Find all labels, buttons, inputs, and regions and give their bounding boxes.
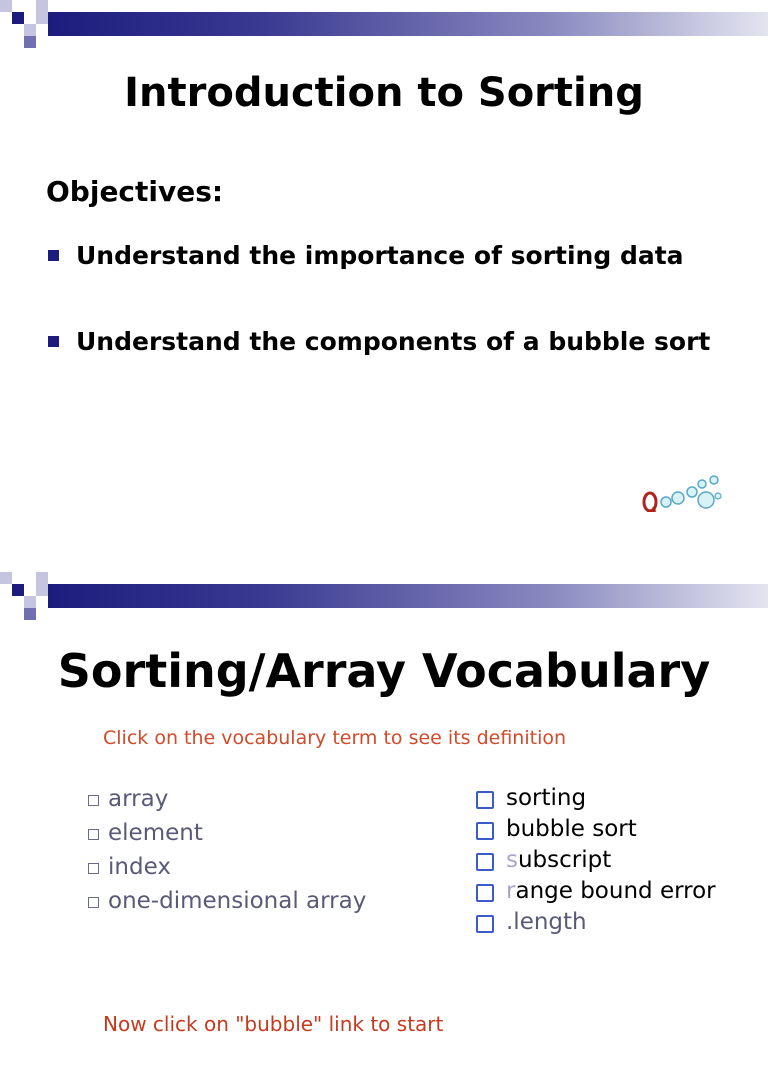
slide-title: Introduction to Sorting (124, 70, 644, 116)
vocab-term-initial: s (506, 847, 518, 873)
vocab-term-initial: r (506, 878, 516, 904)
vocab-term-label[interactable]: index (108, 854, 171, 880)
header-square (36, 584, 48, 596)
vocab-term-label[interactable]: .length (506, 909, 587, 935)
checkbox-bullet-icon (476, 791, 494, 809)
vocab-term-length[interactable] (476, 909, 716, 940)
checkbox-bullet-icon (476, 822, 494, 840)
vocab-term-one-dimensional-array[interactable] (86, 888, 366, 922)
objective-text: Understand the importance of sorting data (76, 241, 684, 270)
vocab-term-label[interactable]: sorting (506, 785, 587, 811)
vocab-term-index[interactable] (86, 854, 366, 888)
instruction-text: Click on the vocabulary term to see its definition (103, 727, 567, 749)
cut-off-instruction: Now click on "bubble" link to start (103, 1012, 444, 1036)
slide-separator (0, 560, 768, 572)
vocab-term-subscript[interactable] (476, 847, 716, 878)
objectives-heading: Objectives: (46, 175, 224, 208)
vocabulary-list-left (86, 786, 366, 922)
objective-bullet (46, 238, 736, 274)
objective-bullet (46, 324, 736, 360)
header-square (0, 0, 12, 12)
header-square (0, 572, 12, 584)
header-decoration (0, 0, 768, 48)
vocab-term-array[interactable] (86, 786, 366, 820)
slide-vocabulary (0, 572, 768, 1084)
header-square (36, 572, 48, 584)
square-bullet-icon (48, 250, 59, 261)
header-gradient-bar (48, 12, 768, 36)
vocab-term-range-bound-error[interactable] (476, 878, 716, 909)
vocab-term-label[interactable]: one-dimensional array (108, 888, 367, 914)
header-square (24, 24, 36, 36)
checkbox-bullet-icon (88, 897, 99, 908)
vocabulary-list-right (476, 785, 716, 940)
checkbox-bullet-icon (88, 829, 99, 840)
header-square (24, 596, 36, 608)
header-square (36, 0, 48, 12)
vocab-term-bubble-sort[interactable] (476, 816, 716, 847)
checkbox-bullet-icon (476, 915, 494, 933)
checkbox-bullet-icon (476, 853, 494, 871)
checkbox-bullet-icon (88, 795, 99, 806)
slide-title: Sorting/Array Vocabulary (57, 644, 711, 698)
header-decoration (0, 572, 768, 620)
vocab-term-label[interactable]: element (108, 820, 203, 846)
header-square (24, 608, 36, 620)
vocab-term-element[interactable] (86, 820, 366, 854)
vocab-term-label[interactable]: ubscript (517, 847, 612, 873)
bubble-wand-icon[interactable] (636, 470, 726, 512)
header-square (12, 12, 24, 24)
vocab-term-sorting[interactable] (476, 785, 716, 816)
vocab-term-label[interactable]: array (108, 786, 169, 812)
vocab-term-label[interactable]: ange bound error (515, 878, 716, 904)
checkbox-bullet-icon (88, 863, 99, 874)
header-square (24, 36, 36, 48)
header-gradient-bar (48, 584, 768, 608)
slide-intro (0, 0, 768, 512)
header-square (12, 584, 24, 596)
checkbox-bullet-icon (476, 884, 494, 902)
header-square (36, 12, 48, 24)
vocab-term-label[interactable]: bubble sort (506, 816, 637, 842)
square-bullet-icon (48, 336, 59, 347)
objective-text: Understand the components of a bubble sort (76, 327, 711, 356)
